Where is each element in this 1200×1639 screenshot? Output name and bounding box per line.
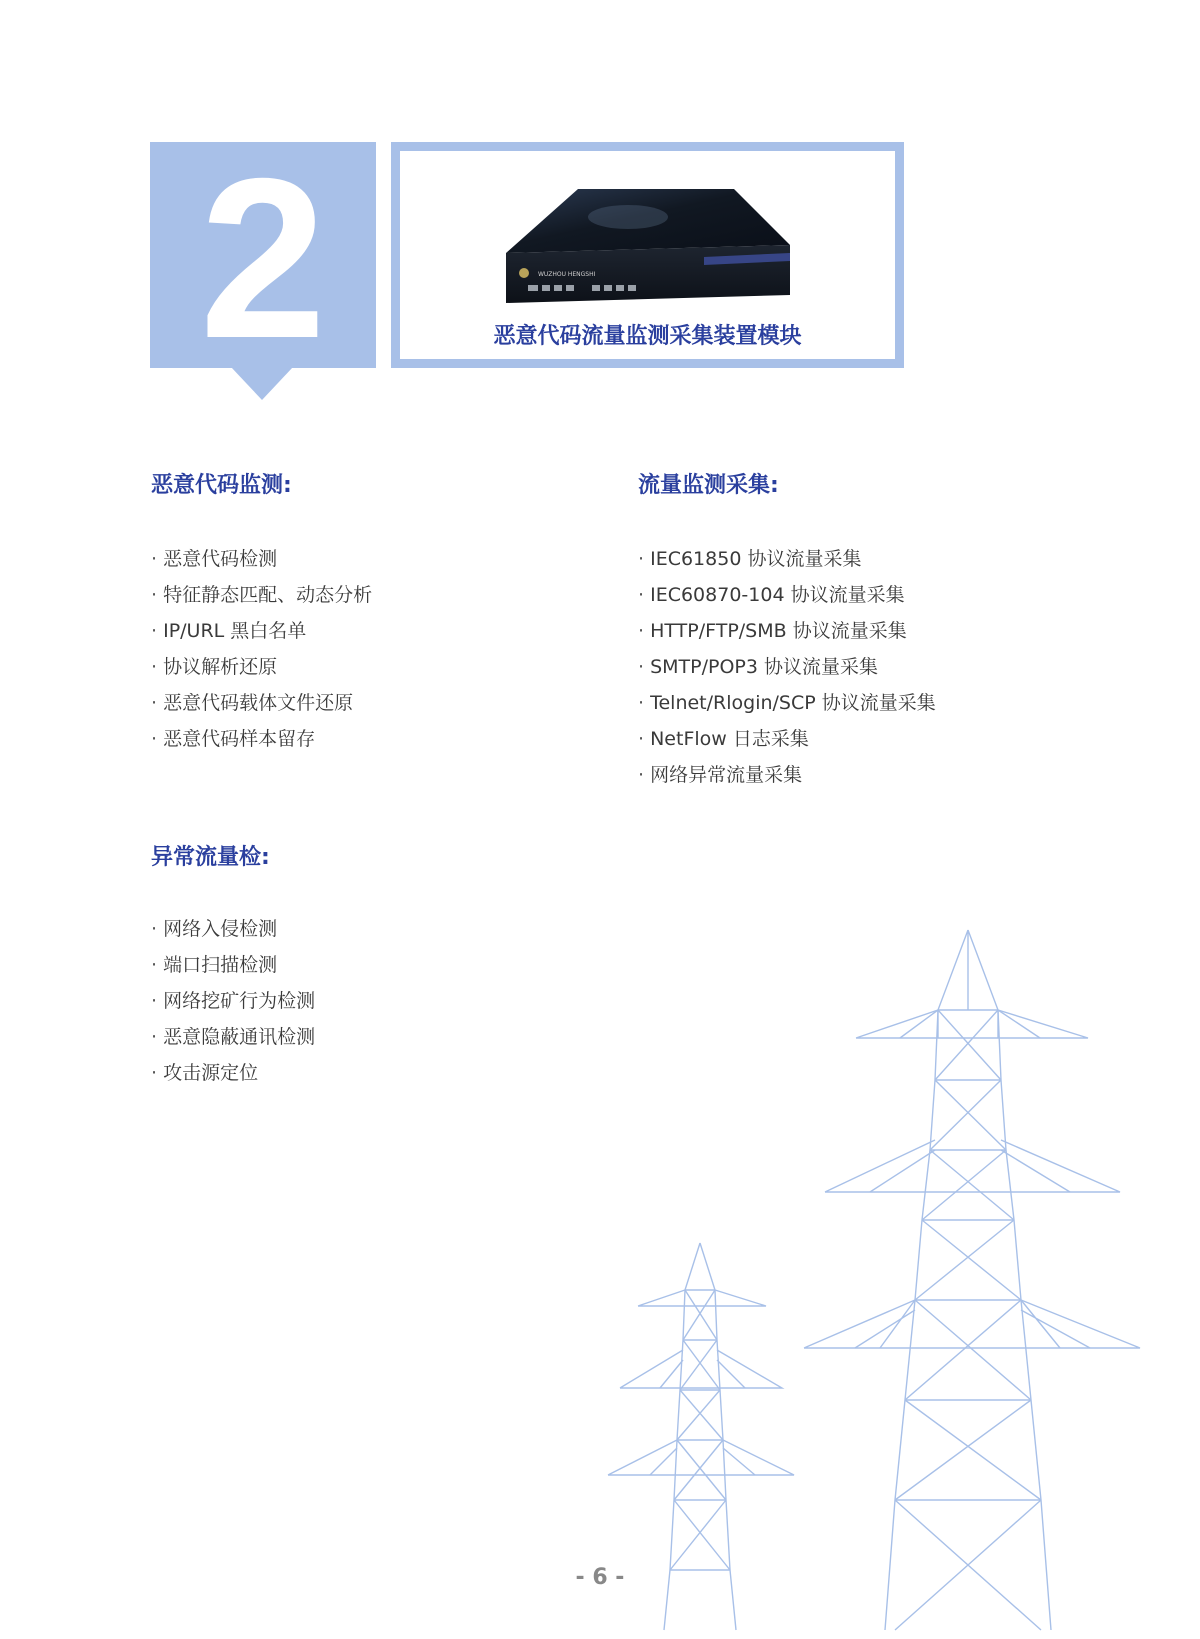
- large-tower-icon: [804, 930, 1140, 1630]
- section-number-block: [150, 132, 376, 386]
- list-item: · 网络入侵检测: [151, 911, 315, 947]
- list-item: · IEC61850 协议流量采集: [638, 541, 936, 577]
- list-item: · 网络挖矿行为检测: [151, 983, 315, 1019]
- list-item: · Telnet/Rlogin/SCP 协议流量采集: [638, 685, 936, 721]
- malware-monitoring-list: [151, 541, 372, 757]
- section-number: 2: [199, 132, 327, 386]
- brand-logo-icon: [519, 268, 529, 278]
- list-item: · 恶意隐蔽通讯检测: [151, 1019, 315, 1055]
- list-item: · HTTP/FTP/SMB 协议流量采集: [638, 613, 936, 649]
- list-item: · 恶意代码检测: [151, 541, 372, 577]
- product-frame: [391, 142, 904, 368]
- abnormal-traffic-list: [151, 911, 315, 1091]
- list-item: · SMTP/POP3 协议流量采集: [638, 649, 936, 685]
- list-item: · NetFlow 日志采集: [638, 721, 936, 757]
- list-item: · 恶意代码样本留存: [151, 721, 372, 757]
- section-number-pointer: [231, 367, 293, 400]
- heading-traffic-collection: 流量监测采集:: [638, 473, 779, 498]
- product-title: 恶意代码流量监测采集装置模块: [493, 324, 802, 349]
- list-item: · 网络异常流量采集: [638, 757, 936, 793]
- device-brand-label: WUZHOU HENGSHI: [538, 271, 596, 278]
- heading-abnormal-traffic: 异常流量检:: [151, 845, 270, 870]
- list-item: · 端口扫描检测: [151, 947, 315, 983]
- list-item: · 协议解析还原: [151, 649, 372, 685]
- page-number: - 6 -: [575, 1565, 625, 1590]
- device-image: [504, 185, 792, 303]
- heading-malware-monitoring: 恶意代码监测:: [151, 473, 292, 498]
- list-item: · IP/URL 黑白名单: [151, 613, 372, 649]
- list-item: · 恶意代码载体文件还原: [151, 685, 372, 721]
- list-item: · IEC60870-104 协议流量采集: [638, 577, 936, 613]
- traffic-collection-list: [638, 541, 936, 793]
- list-item: · 攻击源定位: [151, 1055, 315, 1091]
- list-item: · 特征静态匹配、动态分析: [151, 577, 372, 613]
